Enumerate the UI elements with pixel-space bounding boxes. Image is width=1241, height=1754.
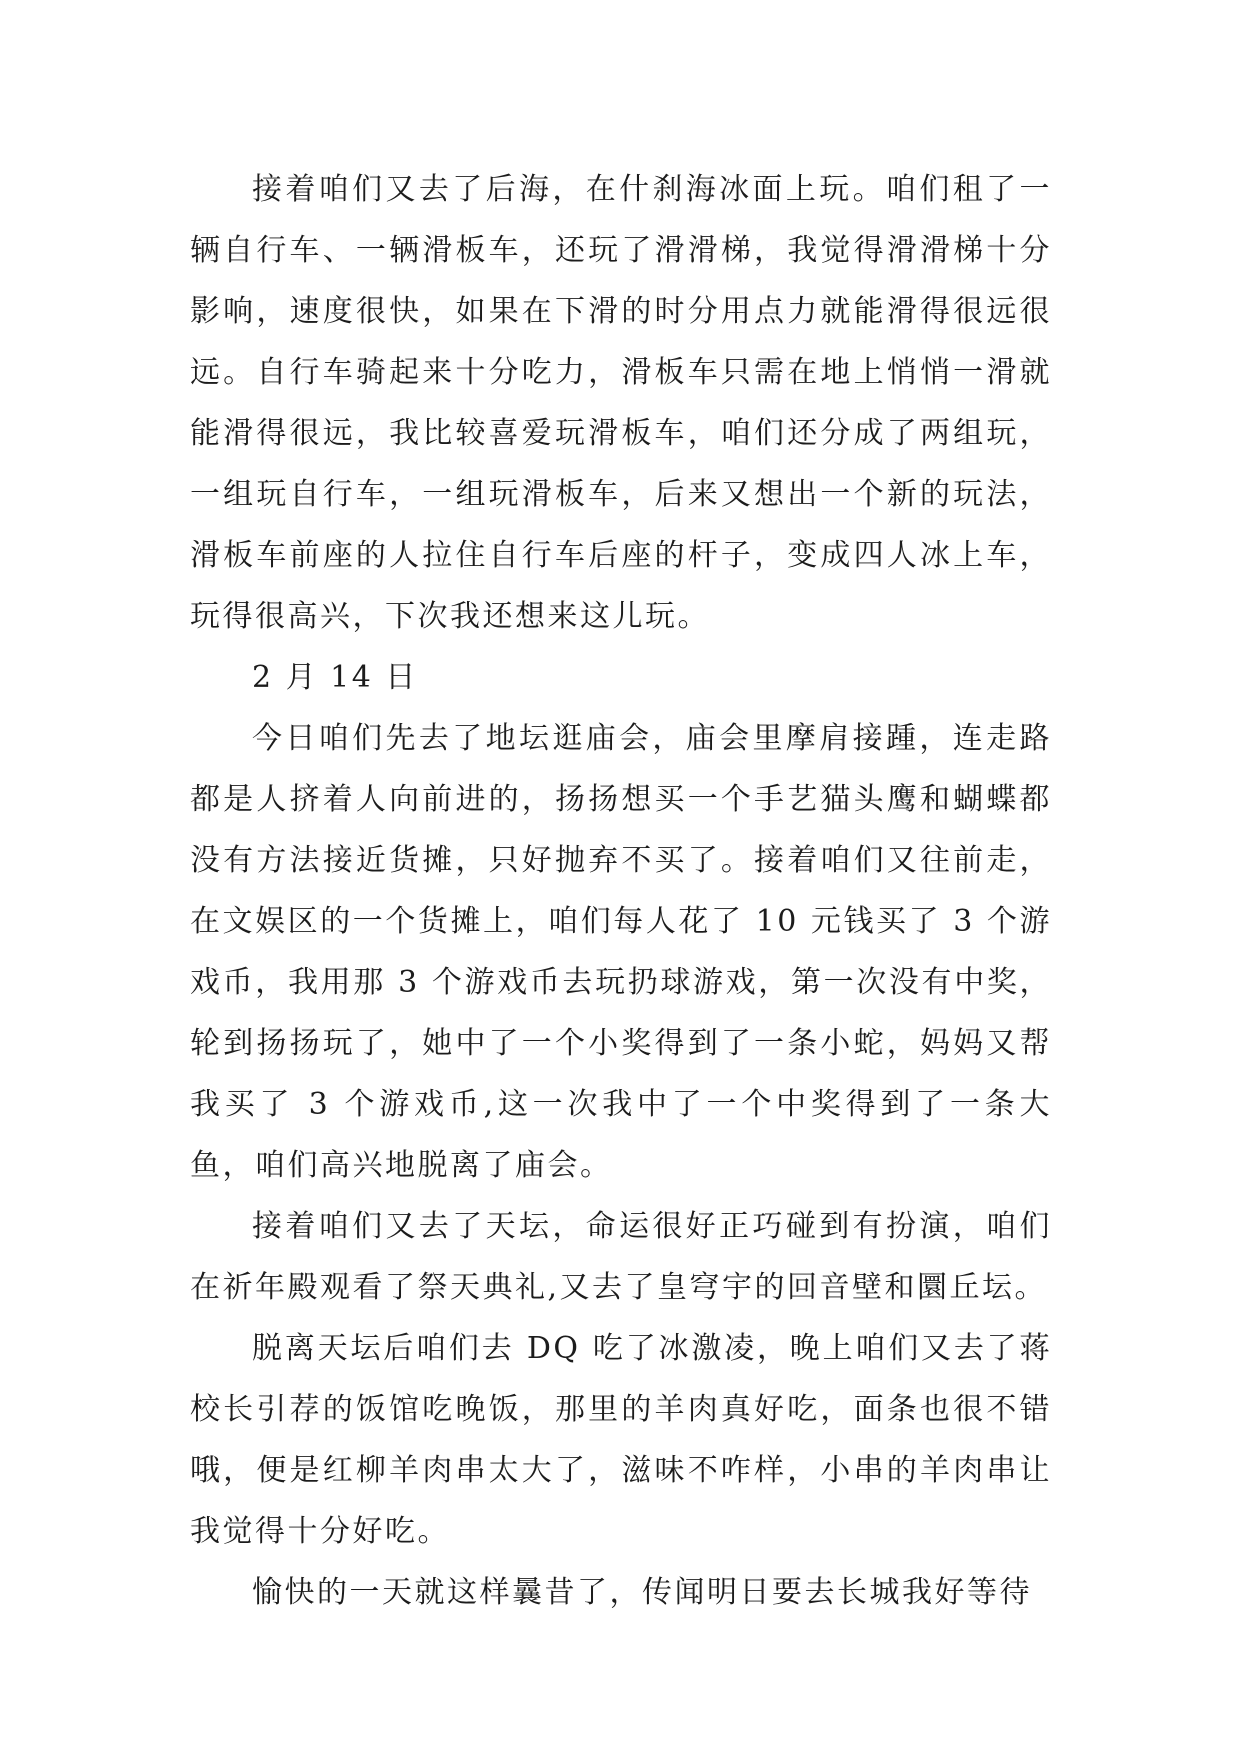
- document-body: [190, 159, 1052, 1623]
- date-heading: 2 月 14 日: [252, 660, 418, 695]
- paragraph-houhai: 接着咱们又去了后海，在什刹海冰面上玩。咱们租了一辆自行车、一辆滑板车，还玩了滑滑梯，我觉得滑滑梯十分影响，速度很快，如果在下滑的时分用点力就能滑得很远很远。自行车骑起来十分吃力，滑板车只需在地上悄悄一滑就能滑得很远，我比较喜爱玩滑板车，咱们还分成了两组玩，一组玩自行车，一组玩滑板车，后来又想出一个新的玩法，滑板车前座的人拉住自行车后座的杆子，变成四人冰上车，玩得很高兴，下次我还想来这儿玩。: [190, 172, 1052, 634]
- paragraph-temple-fair: 今日咱们先去了地坛逛庙会，庙会里摩肩接踵，连走路都是人挤着人向前进的，扬扬想买一个手艺猫头鹰和蝴蝶都没有方法接近货摊，只好抛弃不买了。接着咱们又往前走，在文娱区的一个货摊上，咱们每人花了 10 元钱买了 3 个游戏币，我用那 3 个游戏币去玩扔球游戏，第一次没有中奖，轮到扬扬玩了，她中了一个小奖得到了一条小蛇，妈妈又帮我买了 3 个游戏币,这一次我中了一个中奖得到了一条大鱼，咱们高兴地脱离了庙会。: [190, 721, 1052, 1183]
- paragraph-closing: 愉快的一天就这样曩昔了，传闻明日要去长城我好等待: [252, 1575, 1032, 1610]
- paragraph-temple-of-heaven: 接着咱们又去了天坛，命运很好正巧碰到有扮演，咱们在祈年殿观看了祭天典礼,又去了皇穹宇的回音壁和圜丘坛。: [190, 1209, 1052, 1305]
- paragraph-dinner: 脱离天坛后咱们去 DQ 吃了冰激凌，晚上咱们又去了蒋校长引荐的饭馆吃晚饭，那里的羊肉真好吃，面条也很不错哦，便是红柳羊肉串太大了，滋味不咋样，小串的羊肉串让我觉得十分好吃。: [190, 1331, 1052, 1549]
